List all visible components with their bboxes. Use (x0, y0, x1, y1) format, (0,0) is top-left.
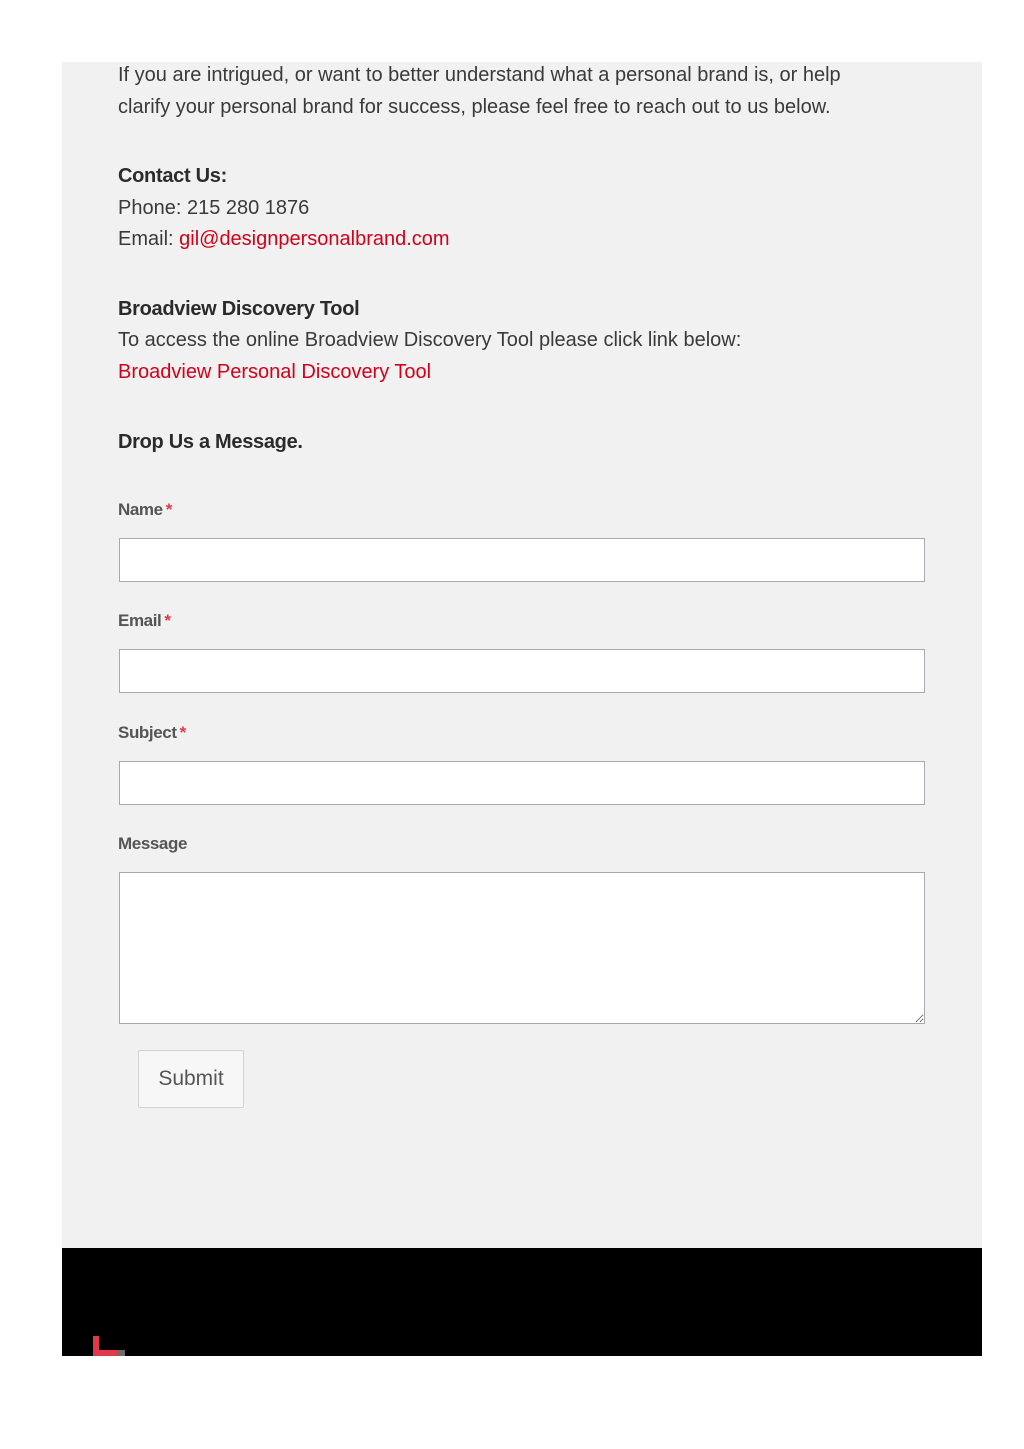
email-required-marker: * (164, 611, 171, 630)
name-required-marker: * (165, 500, 172, 519)
email-line (118, 224, 926, 256)
message-textarea[interactable] (119, 872, 925, 1024)
message-label (118, 833, 187, 855)
contact-heading: Contact Us: (118, 165, 227, 187)
subject-label (118, 722, 186, 744)
footer-logo-icon (93, 1336, 129, 1356)
subject-required-marker: * (179, 723, 186, 742)
discovery-section (118, 294, 926, 389)
form-title: Drop Us a Message. (118, 431, 303, 453)
discovery-heading: Broadview Discovery Tool (118, 297, 360, 320)
name-label (118, 499, 172, 521)
name-label-text: Name (118, 500, 163, 519)
intro-line-2: clarify your personal brand for success, please feel free to reach out to us below. (118, 95, 831, 118)
footer (62, 1248, 982, 1356)
subject-label-text: Subject (118, 723, 177, 742)
intro-line-1: If you are intrigued, or want to better understand what a personal brand is, or help (118, 64, 841, 86)
subject-input[interactable] (119, 761, 925, 805)
phone-text: Phone: 215 280 1876 (118, 196, 310, 219)
email-field-label (118, 610, 171, 632)
submit-button[interactable]: Submit (138, 1050, 244, 1108)
email-field-label-text: Email (118, 611, 162, 630)
intro-text (118, 60, 926, 123)
message-label-text: Message (118, 834, 188, 853)
name-input[interactable] (119, 538, 925, 582)
contact-content (118, 60, 926, 388)
contact-section (118, 161, 926, 256)
email-link[interactable]: gil@designpersonalbrand.com (179, 228, 450, 250)
discovery-link-line (118, 357, 926, 389)
discovery-tool-link[interactable]: Broadview Personal Discovery Tool (118, 360, 432, 383)
email-input[interactable] (119, 649, 925, 693)
email-label: Email: (118, 228, 180, 250)
discovery-description: To access the online Broadview Discovery Tool please click link below: (118, 329, 742, 351)
